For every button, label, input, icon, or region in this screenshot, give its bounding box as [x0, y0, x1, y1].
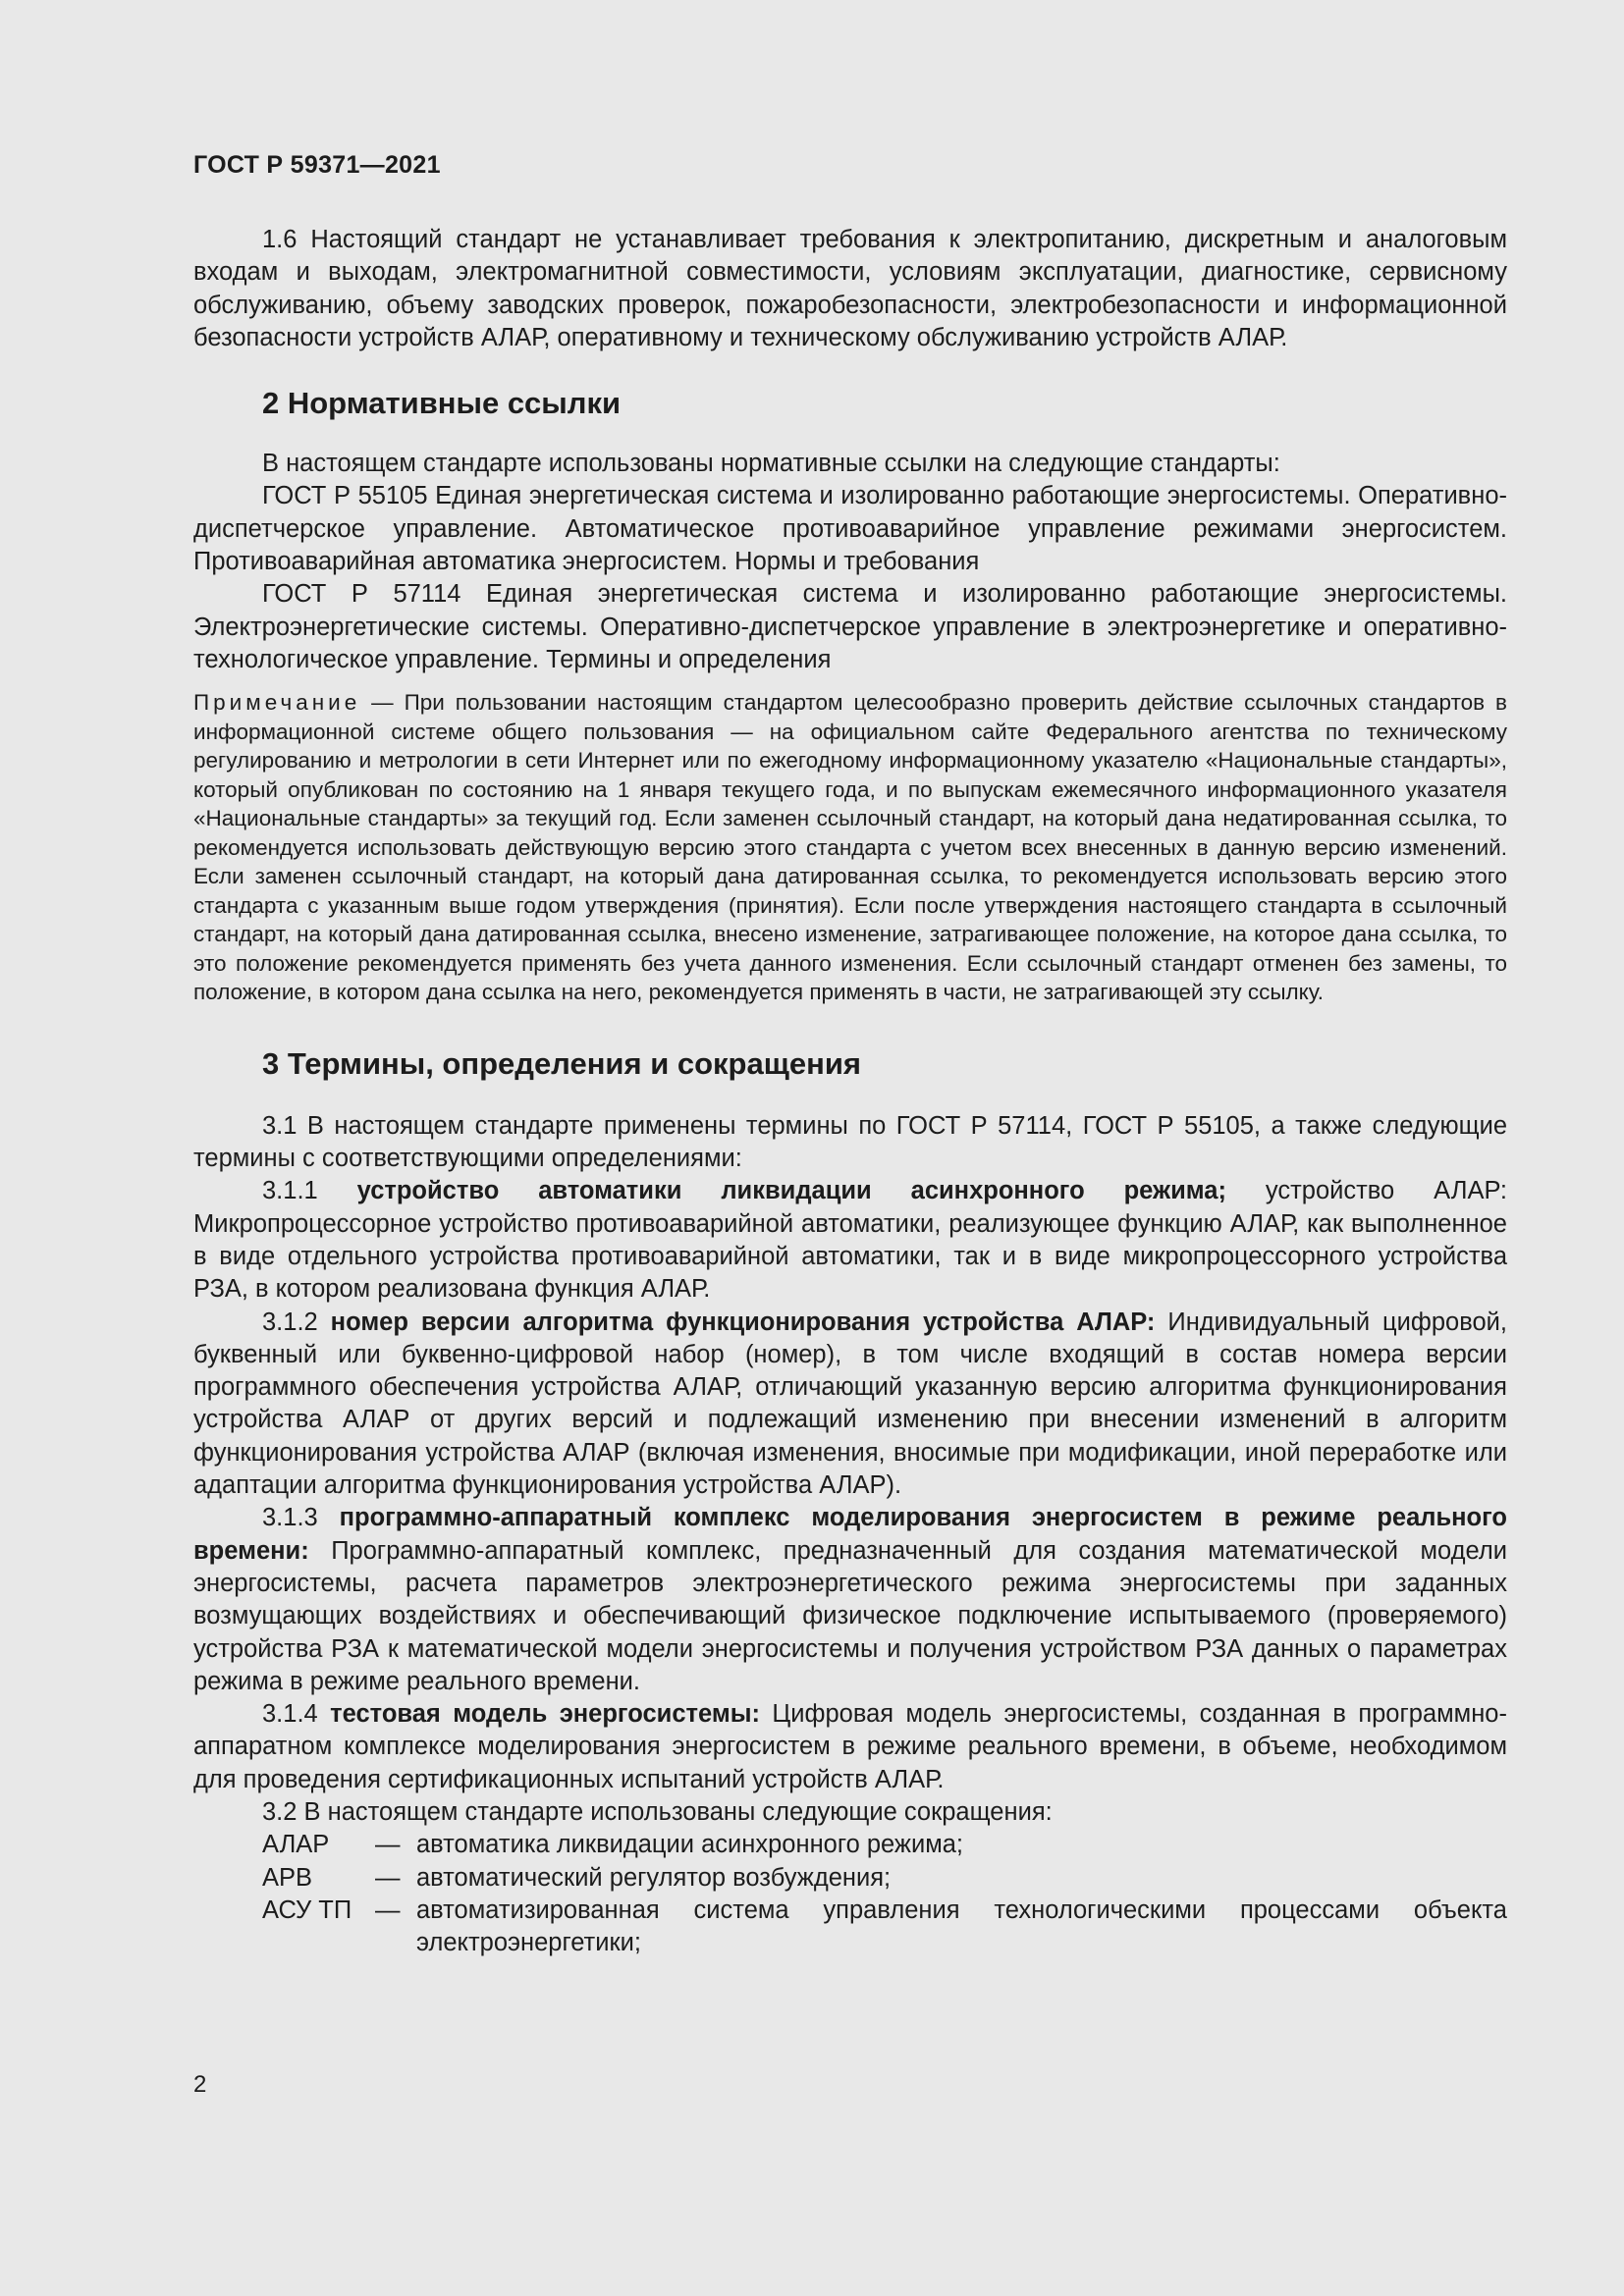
note-block [193, 688, 1507, 1007]
abbreviation-row [193, 1862, 1507, 1895]
document-header: ГОСТ Р 59371—2021 [193, 151, 441, 179]
section-3-title: 3 Термины, определения и сокращения [262, 1045, 861, 1081]
page-content [193, 224, 1507, 1959]
term-3-1-4 [193, 1698, 1507, 1796]
term-definition: Индивидуальный цифровой, буквенный или буквенно-цифровой набор (номер), в том числе входящий в состав номера версии программного обеспечения устройства АЛАР, отличающий указанную версию алгоритма функционирования устройства АЛАР от других версий и подлежащий изменению при внесении изменений в алгоритм функционирования устройства АЛАР (включая изменения, вносимые при модификации, иной переработке или адаптации алгоритма функционирования устройства АЛАР). [193, 1308, 1507, 1500]
term-number: 3.1.4 [262, 1700, 331, 1729]
term-number: 3.1.1 [262, 1177, 357, 1205]
note-label: Примечание [193, 690, 361, 716]
term-definition: устройство АЛАР: Микропроцессорное устройство противоаварийной автоматики, реализующее функцию АЛАР, как выполненное в виде отдельного устройства противоаварийной автоматики, так и в виде микропроцессорного устройства РЗА, в котором реализована функция АЛАР. [193, 1177, 1507, 1304]
abbreviation-dash: — [375, 1863, 401, 1892]
abbreviation-definition: автоматический регулятор возбуждения; [416, 1863, 892, 1892]
term-name: тестовая модель энергосистемы: [330, 1700, 760, 1729]
term-number: 3.1.3 [262, 1504, 340, 1532]
abbreviation-term: АСУ ТП [262, 1896, 352, 1924]
clause-1-6: 1.6 Настоящий стандарт не устанавливает требования к электропитанию, дискретным и аналоговым входам и выходам, электромагнитной совместимости, условиям эксплуатации, диагностике, сервисному обслуживанию, объему заводских проверок, пожаробезопасности, электробезопасности и информационной безопасности устройств АЛАР, оперативному и техническому обслуживанию устройств АЛАР. [193, 226, 1507, 351]
section-2-lead: В настоящем стандарте использованы нормативные ссылки на следующие стандарты: [262, 450, 1280, 478]
abbreviation-row [193, 1829, 1507, 1861]
note-text: — При пользовании настоящим стандартом целесообразно проверить действие ссылочных стандартов в информационной системе общего пользования — на официальном сайте Федерального агентства по техническому регулированию и метрологии в сети Интернет или по ежегодному информационному указателю «Национальные стандарты», который опубликован по состоянию на 1 января текущего года, и по выпускам ежемесячного информационного указателя «Национальные стандарты» за текущий год. Если заменен ссылочный стандарт, на который дана недатированная ссылка, то рекомендуется использовать действующую версию этого стандарта с учетом всех внесенных в данную версию изменений. Если заменен ссылочный стандарт, на который дана датированная ссылка, то рекомендуется использовать версию этого стандарта с указанным выше годом утверждения (принятия). Если после утверждения настоящего стандарта в ссылочный стандарт, на который дана датированная ссылка, внесено изменение, затрагивающее положение, на которое дана ссылка, то это положение рекомендуется применять без учета данного изменения. Если ссылочный стандарт отменен без замены, то положение, в котором дана ссылка на него, рекомендуется применять в части, не затрагивающей эту ссылку. [193, 690, 1507, 1005]
term-3-1-3 [193, 1502, 1507, 1698]
term-name: устройство автоматики ликвидации асинхронного режима; [356, 1177, 1226, 1205]
clause-3-1: 3.1 В настоящем стандарте применены термины по ГОСТ Р 57114, ГОСТ Р 55105, а также следующие термины с соответствующими определениями: [193, 1111, 1507, 1173]
abbreviation-term: АЛАР [262, 1831, 330, 1859]
term-3-1-2 [193, 1307, 1507, 1503]
term-3-1-1 [193, 1175, 1507, 1306]
abbreviation-dash: — [375, 1896, 401, 1924]
section-2-title: 2 Нормативные ссылки [262, 386, 622, 421]
term-definition: Программно-аппаратный комплекс, предназначенный для создания математической модели энергосистемы, расчета параметров электроэнергетического режима энергосистемы при заданных возмущающих воздействиях и обеспечивающий физическое подключение испытываемого (проверяемого) устройства РЗА к математической модели энергосистемы и получения устройством РЗА данных о параметрах режима в режиме реального времени. [193, 1536, 1507, 1695]
term-name: программно-аппаратный комплекс моделирования энергосистем в режиме реального времени: [193, 1504, 1507, 1565]
term-name: номер версии алгоритма функционирования устройства АЛАР: [330, 1308, 1156, 1336]
reference-gost-55105: ГОСТ Р 55105 Единая энергетическая система и изолированно работающие энергосистемы. Оперативно-диспетчерское управление. Автоматическое противоаварийное управление режимами энергосистем. Противоаварийная автоматика энергосистем. Нормы и требования [193, 482, 1507, 576]
clause-3-2: 3.2 В настоящем стандарте использованы следующие сокращения: [262, 1798, 1053, 1826]
abbreviation-dash: — [375, 1831, 401, 1859]
abbreviation-definition: автоматизированная система управления технологическими процессами объекта электроэнергетики; [416, 1896, 1507, 1957]
abbreviation-row [193, 1895, 1507, 1960]
page-number: 2 [193, 2071, 207, 2098]
reference-gost-57114: ГОСТ Р 57114 Единая энергетическая система и изолированно работающие энергосистемы. Электроэнергетические системы. Оперативно-диспетчерское управление в электроэнергетике и оперативно-технологическое управление. Термины и определения [193, 580, 1507, 673]
term-number: 3.1.2 [262, 1308, 331, 1336]
term-definition: Цифровая модель энергосистемы, созданная в программно-аппаратном комплексе моделирования энергосистем в режиме реального времени, в объеме, необходимом для проведения сертификационных испытаний устройств АЛАР. [193, 1700, 1507, 1793]
abbreviation-definition: автоматика ликвидации асинхронного режима; [416, 1831, 964, 1859]
abbreviation-term: АРВ [262, 1863, 313, 1892]
abbreviation-list [193, 1829, 1507, 1959]
